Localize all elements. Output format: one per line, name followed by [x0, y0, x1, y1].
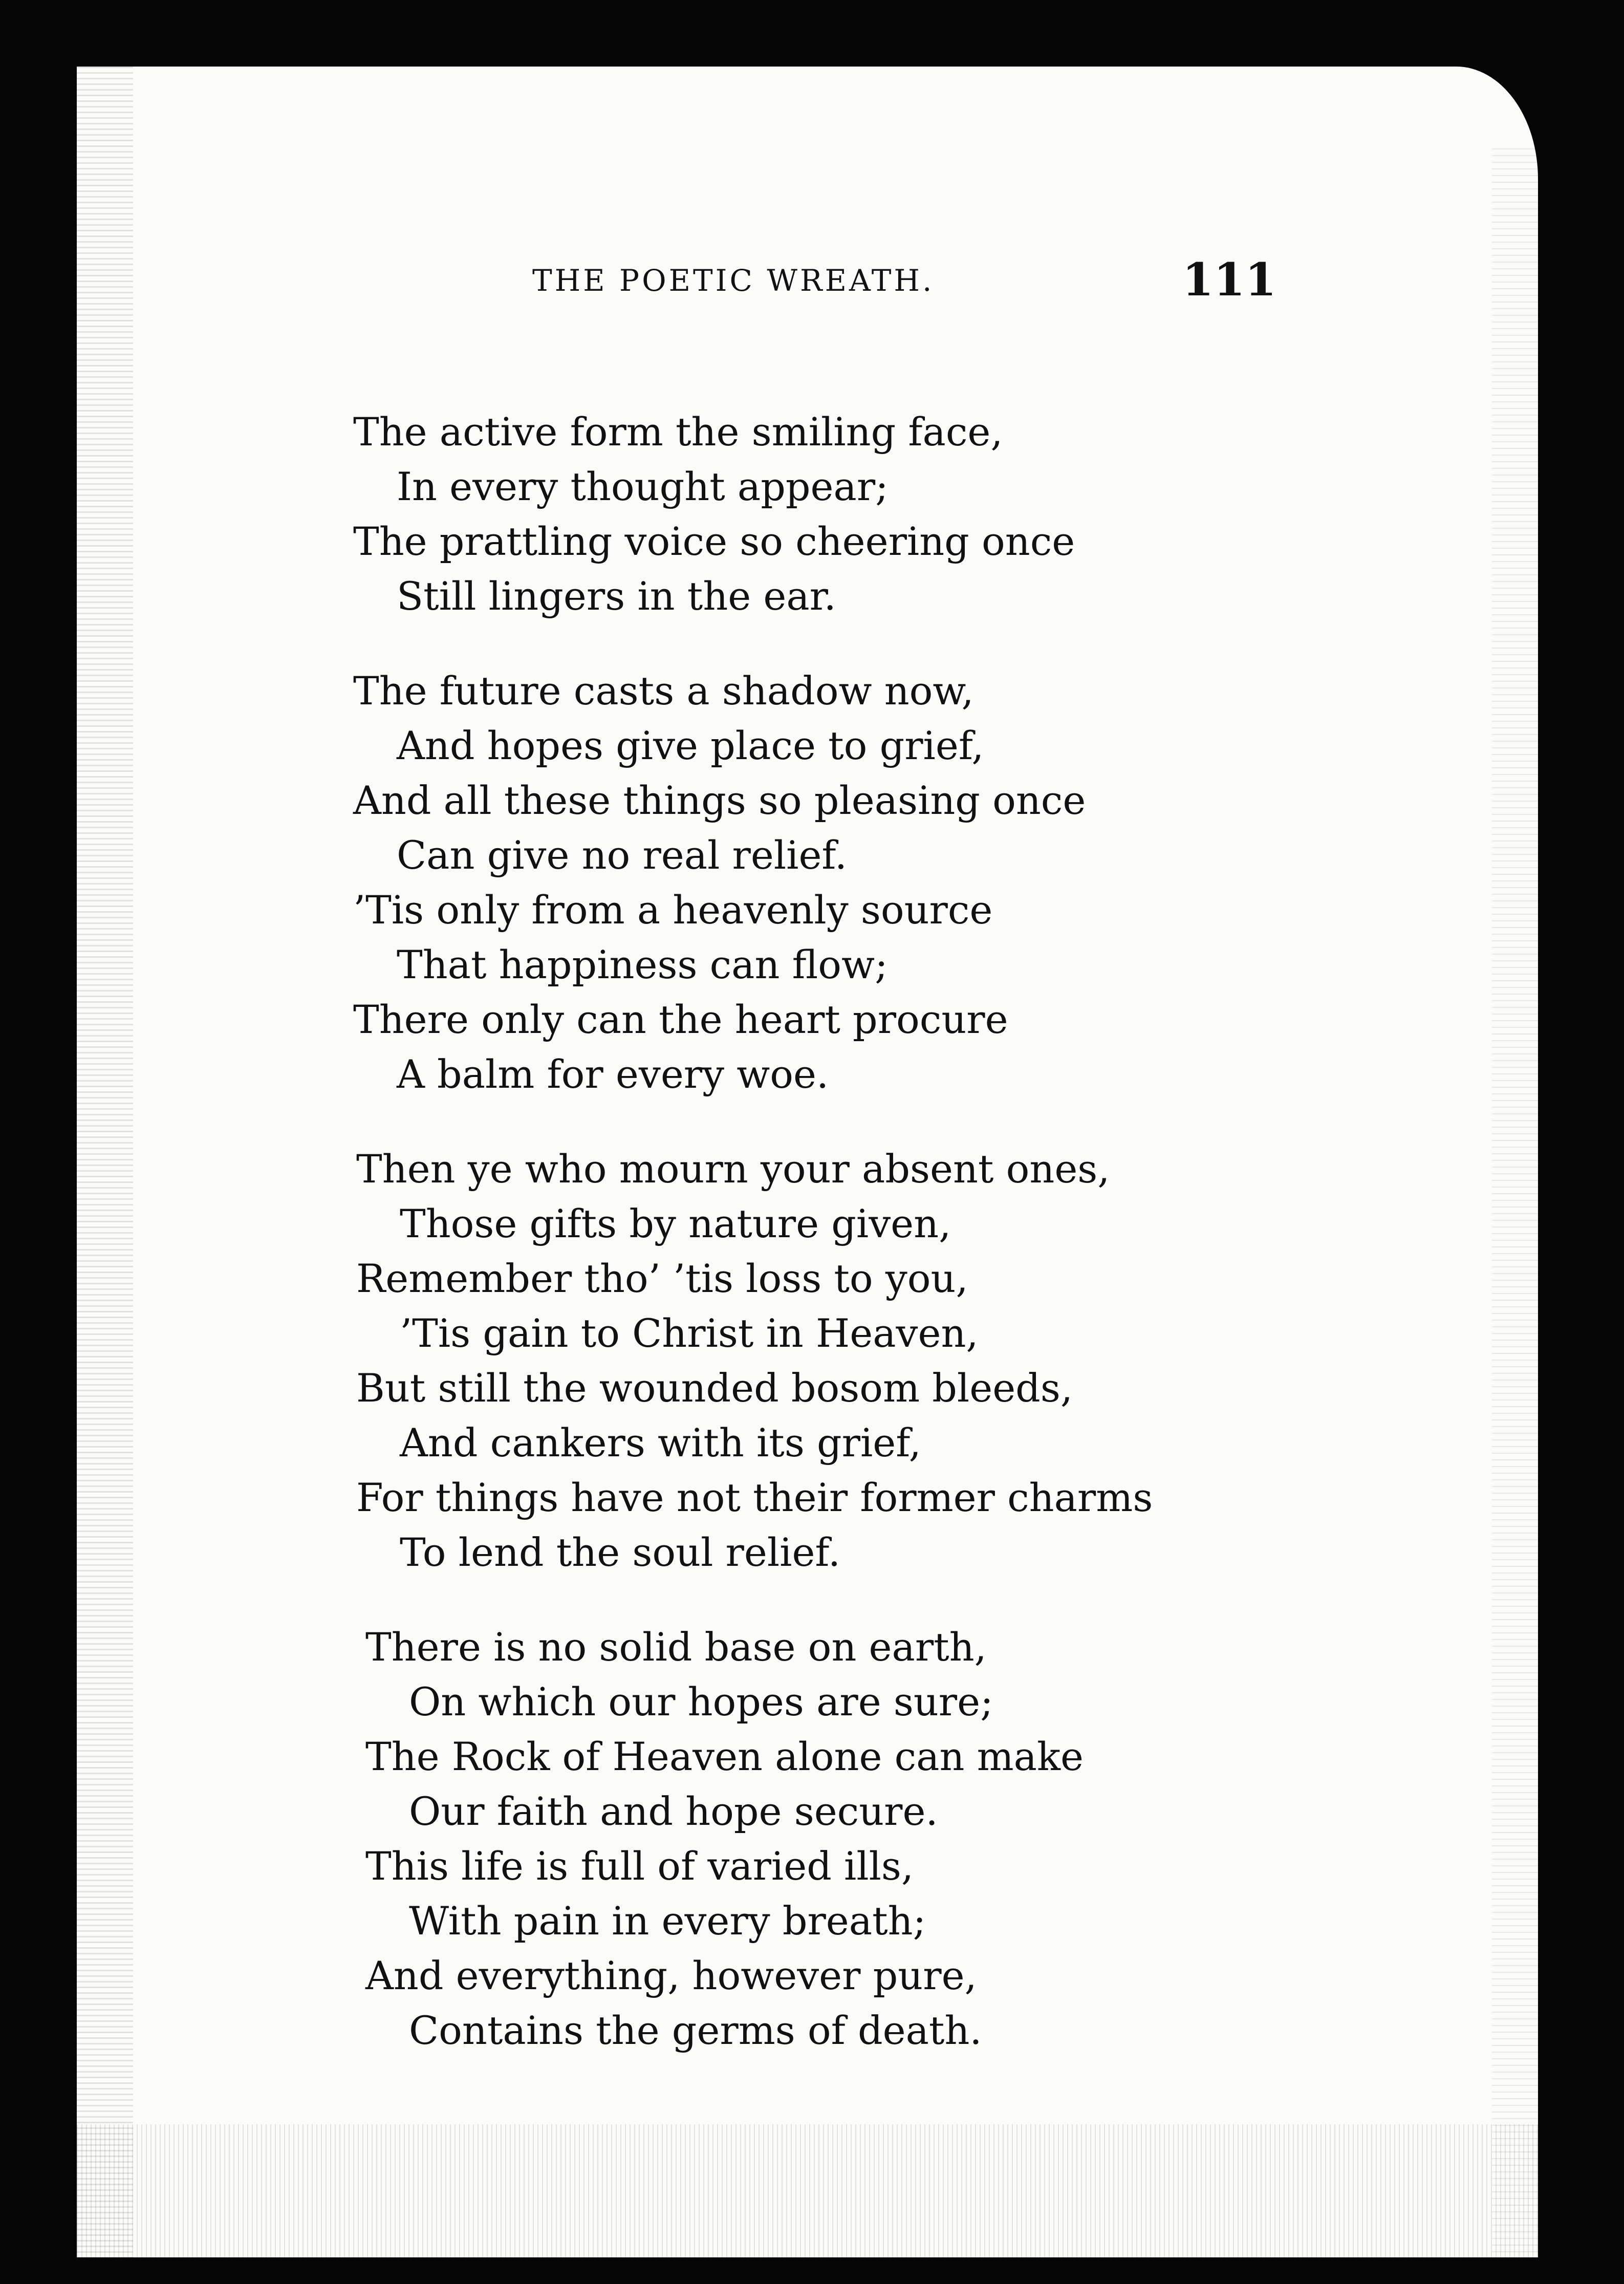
stanza-4 — [365, 1620, 1428, 2058]
poem-line: There is no solid base on earth, — [365, 1624, 987, 1670]
poem-line: But still the wounded bosom bleeds, — [356, 1365, 1073, 1411]
poem-line: Remember tho’ ’tis loss to you, — [356, 1256, 968, 1301]
poem-line: The active form the smiling face, — [353, 409, 1003, 455]
poem-line: This life is full of varied ills, — [365, 1843, 914, 1889]
stanza-3 — [356, 1141, 1428, 1580]
stanza-2 — [353, 663, 1428, 1102]
poem-line: And cankers with its grief, — [400, 1420, 921, 1466]
poem-line: Contains the germs of death. — [409, 2008, 982, 2053]
poem-line: Our faith and hope secure. — [409, 1789, 938, 1834]
poem-line: The future casts a shadow now, — [353, 668, 974, 714]
poem — [353, 404, 1428, 2098]
poem-line: And hopes give place to grief, — [397, 723, 984, 768]
poem-line: To lend the soul relief. — [400, 1529, 841, 1575]
poem-line: Those gifts by nature given, — [400, 1201, 951, 1246]
poem-line: Still lingers in the ear. — [397, 573, 836, 619]
stanza-1 — [353, 404, 1428, 623]
poem-line: On which our hopes are sure; — [409, 1679, 993, 1725]
page-edge-bottom — [77, 2124, 1538, 2257]
poem-line: Then ye who mourn your absent ones, — [356, 1146, 1110, 1192]
page-edge-left — [77, 67, 133, 2257]
poem-line: And everything, however pure, — [365, 1953, 977, 1998]
book-page — [77, 67, 1538, 2257]
poem-line: ’Tis gain to Christ in Heaven, — [400, 1310, 979, 1356]
poem-line: The Rock of Heaven alone can make — [365, 1734, 1084, 1779]
poem-line: There only can the heart procure — [353, 997, 1008, 1042]
poem-line: And all these things so pleasing once — [353, 778, 1086, 823]
poem-line: In every thought appear; — [397, 464, 889, 509]
poem-line: For things have not their former charms — [356, 1475, 1153, 1520]
poem-line: Can give no real relief. — [397, 832, 848, 878]
page-number: 111 — [1182, 253, 1276, 306]
poem-line: A balm for every woe. — [397, 1051, 829, 1097]
poem-line: With pain in every breath; — [409, 1898, 926, 1944]
poem-line: ’Tis only from a heavenly source — [353, 887, 993, 933]
page-header — [77, 253, 1538, 314]
running-title: THE POETIC WREATH. — [532, 263, 935, 298]
poem-line: The prattling voice so cheering once — [353, 519, 1075, 564]
poem-line: That happiness can flow; — [397, 942, 888, 987]
page-edge-right — [1492, 148, 1538, 2257]
